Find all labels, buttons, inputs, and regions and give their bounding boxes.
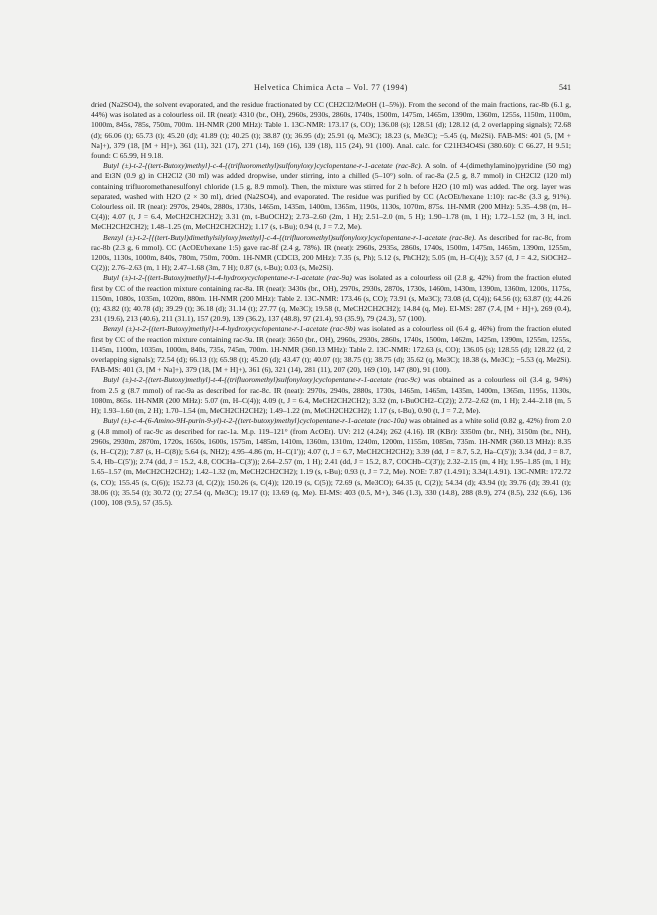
- page-number: 541: [559, 83, 571, 92]
- compound-heading: Benzyl (±)-t-2-[{(tert-Butyl)dimethylsilyloxy}methyl]-c-4-{(trifluoromethyl)sulfonyloxy}cyclopentane-r-1-acetate (rac-8e).: [103, 232, 477, 242]
- paragraph-7: [91, 416, 571, 508]
- compound-heading: Butyl (±)-c-4-(6-Amino-9H-purin-9-yl)-t-2-{(tert-butoxy)methyl}cyclopentane-r-1-acetate (rac-10a): [103, 416, 407, 426]
- paragraph-5: [91, 324, 571, 375]
- paragraph-3: [91, 233, 571, 274]
- running-header: [91, 83, 571, 95]
- paragraph-1: [91, 100, 571, 161]
- paragraph-text: A soln. of 4-(dimethylamino)pyridine (50 mg) and Et3N (0.9 g) in CH2Cl2 (30 ml) was added dropwise, under stirring, into a chilled (5–10°) soln. of rac-8a (2.5 g, 8.7 mmol) in CH2Cl2 (120 ml) containing trifluoromethanesulfonyl chloride (1.5 g, 8.9 mmol). Then, the mixture was stirred for 2 h before H2O (10 ml) was added. The org. layer was separated, washed with H2O (2 × 30 ml), dried (Na2SO4), and evaporated. The residue was purified by CC (AcOEt/hexane 1:10): rac-8c (3.3 g, 91%). Colourless oil. IR (neat): 2970s, 2940s, 2880s, 1730s, 1465m, 1435m, 1400m, 1365m, 1190s, 1130s, 1070m, 875s. 1H-NMR (200 MHz): 5.35–4.98 (m, H–C(4)); 4.07 (t, J = 6.4, MeCH2CH2CH2); 3.31 (m, t-BuOCH2); 2.73–2.60 (2m, 1 H); 2.51–2.0 (m, 5 H); 1.90–1.78 (m, 1 H); 1.72–1.52 (m, 3 H, incl. MeCH2CH2CH2); 1.48–1.25 (m, MeCH2CH2CH2); 1.17 (s, t-Bu); 0.94 (t, J = 7.2, Me).: [91, 161, 571, 232]
- paragraph-text: was isolated as a colourless oil (6.4 g, 46%) from the fraction eluted first by CC of the reaction mixture containing rac-9a. IR (neat): 3650 (br., OH), 2960s, 2930s, 2860s, 1740s, 1500m, 1462m, 1425m, 1390m, 1255m, 1255s, 1145m, 1100m, 1035m, 1000m, 840s, 735s, 745m, 700m. 1H-NMR (360.13 MHz): Table 2. 13C-NMR: 172.63 (s, CO); 136.05 (s); 128.55 (d); 128.22 (d, 2 overlapping signals); 72.54 (d); 66.13 (t); 65.98 (t); 45.20 (d); 43.47 (t); 40.07 (t); 38.75 (t); 38.75 (d); 35.62 (q, Me3C); 18.38 (s, Me3C); −5.53 (q, Me2Si). FAB-MS: 401 (3, [M + Na]+), 379 (18, [M + H]+), 361 (6), 321 (14), 281 (11), 207 (20), 169 (10), 147 (80), 91 (100).: [91, 324, 571, 375]
- journal-title: Helvetica Chimica Acta – Vol. 77 (1994): [254, 83, 408, 92]
- compound-heading: Butyl (±)-t-2-{(tert-Butoxy)methyl}-t-4-hydroxycyclopentane-r-1-acetate (rac-9a): [103, 273, 352, 283]
- compound-heading: Butyl (±)-t-2-{(tert-Butoxy)methyl}-t-4-{(trifluoromethyl)sulfonyloxy}cyclopentane-r-1-acetate (rac-9c): [103, 375, 420, 385]
- paragraph-6: [91, 375, 571, 416]
- compound-heading: Butyl (±)-t-2-{(tert-Butoxy)methyl}-c-4-{(trifluoromethyl)sulfonyloxy}cyclopentane-r-1-acetate (rac-8c).: [103, 161, 423, 171]
- paragraph-2: [91, 161, 571, 232]
- paragraph-text: was obtained as a colourless oil (3.4 g, 94%) from 2.5 g (8.7 mmol) of rac-9a as described for rac-8c. IR (neat): 2970s, 2940s, 2880s, 1730s, 1465m, 1465m, 1435m, 1400m, 1365m, 1195s, 1130s, 1080m, 865s. 1H-NMR (200 MHz): 5.07 (m, H–C(4)); 4.09 (t, J = 6.4, MeCH2CH2CH2); 3.32 (m, t-BuOCH2–C(2)); 2.72–2.62 (m, 1 H); 2.44–2.18 (m, 5 H); 1.93–1.60 (m, 2 H); 1.70–1.54 (m, MeCH2CH2CH2); 1.49–1.22 (m, MeCH2CH2CH2); 1.17 (s, t-Bu), 0.90 (t, J = 7.2, Me).: [91, 375, 572, 416]
- paragraph-4: [91, 273, 571, 324]
- paragraph-text: was isolated as a colourless oil (2.8 g, 42%) from the fraction eluted first by CC of the reaction mixture containing rac-8a. IR (neat): 3430s (br., OH), 2970s, 2930s, 2870s, 1730s, 1460m, 1430m, 1390m, 1360m, 1200s, 1175s, 1150m, 1080s, 1035m, 1020m, 880m. 1H-NMR (200 MHz): Table 2. 13C-NMR: 173.46 (s, CO); 73.91 (s, Me3C); 73.08 (d, C(4)); 64.56 (t); 63.87 (t); 44.26 (t); 43.82 (t); 40.78 (d); 39.29 (t); 36.18 (d); 31.14 (t); 27.77 (q, Me3C); 19.58 (t, MeCH2CH2CH2); 14.84 (q, Me). EI-MS: 287 (7.4, [M + H]+), 269 (0.4), 231 (19.6), 213 (40.6), 211 (31.1), 157 (20.9), 139 (36.2), 137 (48.8), 97 (21.4), 93 (35.9), 79 (24.3), 57 (100).: [91, 273, 571, 324]
- paragraph-text: As described for rac-8c, from rac-8b (2.3 g, 6 mmol). CC (AcOEt/hexane 1:5) gave rac-8f (2.4 g, 78%). IR (neat): 2960s, 2935s, 2860s, 1740s, 1500m, 1475m, 1465m, 1390m, 1255m, 1200s, 1130s, 1000m, 840s, 780m, 750m, 700m. 1H-NMR (CDCl3, 200 MHz): 7.35 (s, Ph); 5.12 (s, PhCH2); 5.05 (m, H–C(4)); 3.57 (d, J = 4.2, SiOCH2–C(2)); 2.76–2.63 (m, 1 H); 2.47–1.68 (3m, 7 H); 0.87 (s, t-Bu); 0.03 (s, Me2Si).: [91, 232, 572, 273]
- article-body: [91, 100, 571, 508]
- paragraph-text: was obtained as a white solid (0.82 g, 42%) from 2.0 g (4.8 mmol) of rac-9c as described for rac-1a. M.p. 119–121° (from AcOEt). UV: 212 (4.24); 262 (4.16). IR (KBr): 3350m (br., NH), 3150m (br., NH), 2960s, 2930m, 2870m, 1720s, 1650s, 1600s, 1575m, 1485m, 1410m, 1360m, 1310m, 1240m, 1200m, 1155m, 1085m, 735m. 1H-NMR (360.13 MHz): 8.35 (s, H–C(2)); 7.87 (s, H–C(8)); 5.64 (s, NH2); 4.95–4.86 (m, H–C(1')); 4.07 (t, J = 6.7, MeCH2CH2CH2); 3.39 (dd, J = 8.7, 5.2, Ha–C(5')); 3.34 (dd, J = 8.7, 5.4, Hb–C(5')); 2.74 (dd, J = 15.2, 4.8, COCHa–C(3')); 2.64–2.57 (m, 1 H); 2.41 (dd, J = 15.2, 8.7, COCHb–C(3')); 2.32–2.15 (m, 4 H); 1.95–1.85 (m, 1 H); 1.65–1.57 (m, MeCH2CH2CH2); 1.42–1.32 (m, MeCH2CH2CH2); 1.19 (s, t-Bu); 0.93 (t, J = 7.2, Me). NOE: 7.87 (1.4.91); 3.34(1.4.91). 13C-NMR: 172.72 (s, CO); 155.45 (s, C(6)); 152.73 (d, C(2)); 150.26 (s, C(4)); 120.19 (s, C(5)); 72.69 (s, Me3CO); 64.35 (t, C(2)); 54.34 (d); 43.94 (t); 39.76 (d); 39.41 (t); 38.06 (t); 35.54 (t); 30.72 (t); 27.54 (q, Me3C); 19.17 (t); 13.69 (q, Me). EI-MS: 403 (0.5, M+), 346 (1.3), 330 (14.8), 288 (8.9), 274 (8.5), 232 (6.6), 136 (100), 108 (9.5), 57 (35.5).: [91, 416, 571, 507]
- paragraph-text: dried (Na2SO4), the solvent evaporated, and the residue fractionated by CC (CH2Cl2/MeOH (1–5%)). From the second of the main fractions, rac-8b (6.1 g, 44%) was isolated as a colourless oil. IR (neat): 4310 (br., OH), 2960s, 2930s, 2860s, 1740s, 1500m, 1475m, 1465m, 1390m, 1360m, 1255s, 1150m, 1100m, 1000m, 845s, 785s, 750m, 700m. 1H-NMR (200 MHz): Table 1. 13C-NMR: 173.17 (s, CO); 136.08 (s); 128.51 (d); 128.12 (d, 2 overlapping signals); 72.68 (d); 66.06 (t); 65.73 (t); 45.20 (d); 41.89 (t); 40.25 (t); 38.87 (t); 36.95 (d); 25.91 (q, Me3C); 18.23 (s, Me3C); −5.45 (q, Me2Si). FAB-MS: 401 (5, [M + Na]+), 379 (18, [M + H]+), 361 (11), 321 (17), 271 (14), 169 (16), 139 (18), 115 (24), 91 (100). Anal. calc. for C21H34O4Si (380.60): C 66.27, H 9.51; found: C 65.99, H 9.18.: [91, 100, 571, 161]
- compound-heading: Benzyl (±)-t-2-{(tert-Butoxy)methyl}-t-4-hydroxycyclopentane-r-1-acetate (rac-9b): [103, 324, 356, 334]
